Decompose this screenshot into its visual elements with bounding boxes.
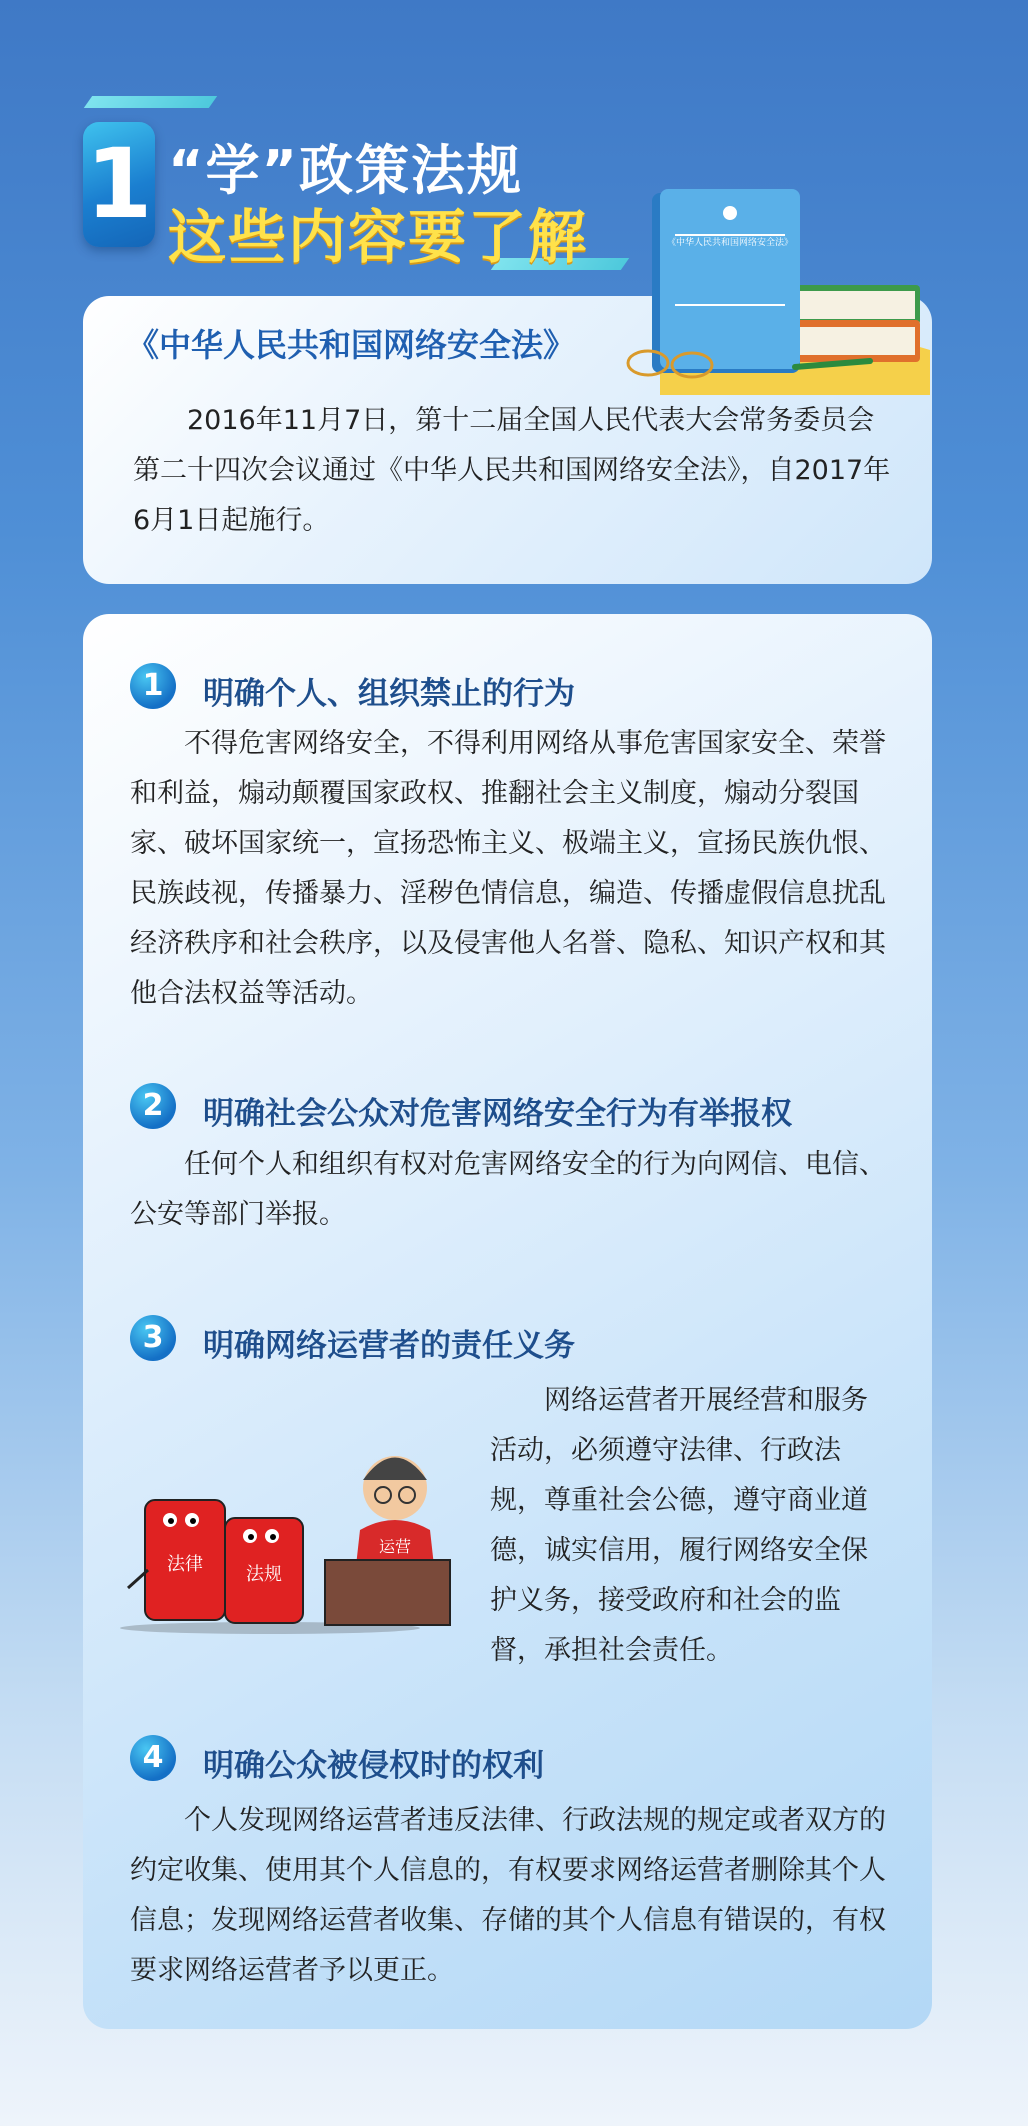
section-2-title: 明确社会公众对危害网络安全行为有举报权 xyxy=(203,1096,792,1132)
law-title: 《中华人民共和国网络安全法》 xyxy=(127,326,576,364)
section-4-number-icon: 4 xyxy=(130,1735,176,1781)
book2-label: 法规 xyxy=(246,1564,282,1585)
operator-character-icon xyxy=(325,1456,450,1625)
desk-icon xyxy=(325,1560,450,1625)
section-3-body: 网络运营者开展经营和服务活动，必须遵守法律、行政法规，尊重社会公德，遵守商业道德，诚实信用，履行网络安全保护义务，接受政府和社会的监督，承担社会责任。 xyxy=(490,1385,868,1666)
book-cover-text: 《中华人民共和国网络安全法》 xyxy=(666,238,794,248)
section-1-title: 明确个人、组织禁止的行为 xyxy=(203,676,575,712)
section-1-number-icon: 1 xyxy=(130,663,176,709)
intro-paragraph: 2016年11月7日，第十二届全国人民代表大会常务委员会第二十四次会议通过《中华人民共和国网络安全法》，自2017年6月1日起施行。 xyxy=(133,405,891,536)
page-title-line2: 这些内容要了解 xyxy=(168,203,589,271)
operator-label: 运营 xyxy=(378,1537,412,1556)
section-3-title: 明确网络运营者的责任义务 xyxy=(203,1328,575,1364)
law-book-character-icon xyxy=(128,1500,225,1620)
operator-cartoon-illustration xyxy=(120,1440,465,1645)
section-2-body: 任何个人和组织有权对危害网络安全的行为向网信、电信、公安等部门举报。 xyxy=(130,1149,886,1230)
regulation-book-character-icon xyxy=(225,1518,303,1623)
law-book-illustration xyxy=(620,185,940,395)
section-1-body: 不得危害网络安全，不得利用网络从事危害国家安全、荣誉和利益，煽动颠覆国家政权、推翻社会主义制度，煽动分裂国家、破坏国家统一，宣扬恐怖主义、极端主义，宣扬民族仇恨、民族歧视，传播暴力、淫秽色情信息，编造、传播虚假信息扰乱经济秩序和社会秩序，以及侵害他人名誉、隐私、知识产权和其他合法权益等活动。 xyxy=(130,728,886,1009)
page-title-line1: “学”政策法规 xyxy=(168,139,523,202)
section-2-number-icon: 2 xyxy=(130,1083,176,1129)
section-4-title: 明确公众被侵权时的权利 xyxy=(203,1748,544,1784)
section-number-badge: 1 xyxy=(83,122,155,247)
decor-stripe-top xyxy=(84,96,217,108)
section-4-body: 个人发现网络运营者违反法律、行政法规的规定或者双方的约定收集、使用其个人信息的，有权要求网络运营者删除其个人信息；发现网络运营者收集、存储的其个人信息有错误的，有权要求网络运营者予以更正。 xyxy=(130,1805,886,1986)
book1-label: 法律 xyxy=(167,1554,203,1575)
section-3-number-icon: 3 xyxy=(130,1315,176,1361)
